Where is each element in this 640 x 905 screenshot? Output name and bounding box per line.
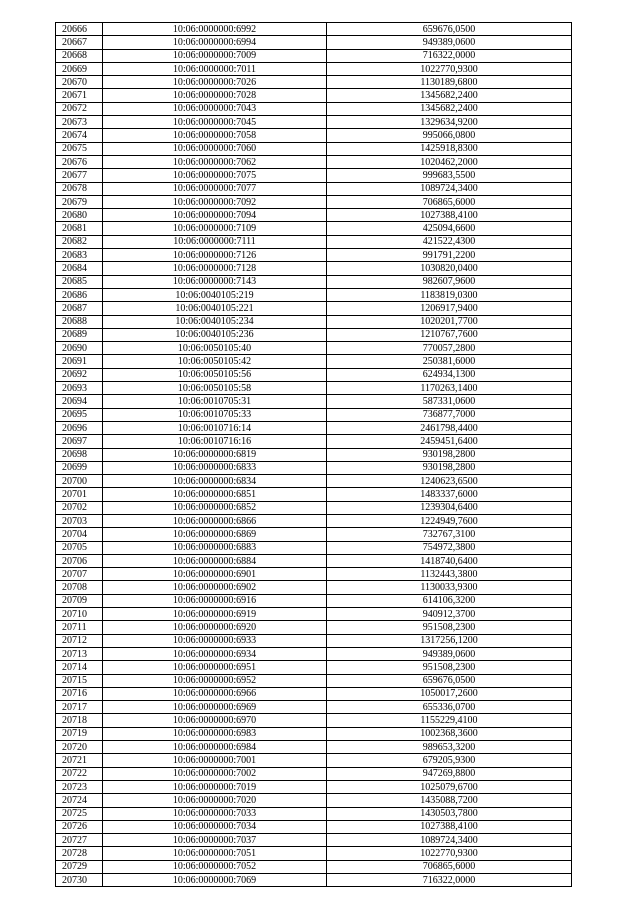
row-number-cell: 20707 [56, 568, 103, 581]
value-cell: 1425918,8300 [327, 142, 572, 155]
table-row [56, 634, 572, 647]
value-cell: 1329634,9200 [327, 116, 572, 129]
row-number-cell: 20704 [56, 528, 103, 541]
table-row [56, 528, 572, 541]
value-cell: 587331,0600 [327, 395, 572, 408]
cadastral-number-cell: 10:06:0000000:7075 [103, 169, 327, 182]
cadastral-number-cell: 10:06:0000000:6884 [103, 554, 327, 567]
cadastral-number-cell: 10:06:0000000:7001 [103, 754, 327, 767]
cadastral-number-cell: 10:06:0010705:31 [103, 395, 327, 408]
value-cell: 659676,0500 [327, 674, 572, 687]
value-cell: 1027388,4100 [327, 209, 572, 222]
value-cell: 995066,0800 [327, 129, 572, 142]
cadastral-number-cell: 10:06:0000000:7058 [103, 129, 327, 142]
cadastral-number-cell: 10:06:0000000:7052 [103, 860, 327, 873]
table-row [56, 514, 572, 527]
value-cell: 1089724,3400 [327, 182, 572, 195]
table-row [56, 209, 572, 222]
table-row [56, 860, 572, 873]
cadastral-number-cell: 10:06:0000000:7128 [103, 262, 327, 275]
value-cell: 732767,3100 [327, 528, 572, 541]
cadastral-number-cell: 10:06:0000000:6883 [103, 541, 327, 554]
cadastral-number-cell: 10:06:0050105:58 [103, 382, 327, 395]
table-row [56, 727, 572, 740]
cadastral-number-cell: 10:06:0000000:6969 [103, 701, 327, 714]
cadastral-number-cell: 10:06:0000000:7109 [103, 222, 327, 235]
cadastral-number-cell: 10:06:0000000:7037 [103, 834, 327, 847]
row-number-cell: 20671 [56, 89, 103, 102]
value-cell: 1020462,2000 [327, 155, 572, 168]
value-cell: 1170263,1400 [327, 382, 572, 395]
cadastral-number-cell: 10:06:0000000:7028 [103, 89, 327, 102]
row-number-cell: 20679 [56, 195, 103, 208]
row-number-cell: 20689 [56, 328, 103, 341]
cadastral-number-cell: 10:06:0000000:6992 [103, 23, 327, 36]
row-number-cell: 20700 [56, 475, 103, 488]
table-row [56, 714, 572, 727]
row-number-cell: 20674 [56, 129, 103, 142]
row-number-cell: 20677 [56, 169, 103, 182]
cadastral-number-cell: 10:06:0000000:6966 [103, 687, 327, 700]
cadastral-number-cell: 10:06:0000000:7011 [103, 62, 327, 75]
value-cell: 706865,6000 [327, 195, 572, 208]
cadastral-number-cell: 10:06:0000000:7019 [103, 780, 327, 793]
table-row [56, 674, 572, 687]
value-cell: 1025079,6700 [327, 780, 572, 793]
table-row [56, 608, 572, 621]
cadastral-number-cell: 10:06:0000000:6851 [103, 488, 327, 501]
table-row [56, 820, 572, 833]
value-cell: 1240623,6500 [327, 475, 572, 488]
row-number-cell: 20710 [56, 608, 103, 621]
table-row [56, 288, 572, 301]
row-number-cell: 20667 [56, 36, 103, 49]
table-row [56, 687, 572, 700]
cadastral-number-cell: 10:06:0040105:219 [103, 288, 327, 301]
table-row [56, 661, 572, 674]
table-row [56, 874, 572, 887]
value-cell: 2459451,6400 [327, 435, 572, 448]
row-number-cell: 20712 [56, 634, 103, 647]
row-number-cell: 20729 [56, 860, 103, 873]
value-cell: 1022770,9300 [327, 847, 572, 860]
cadastral-number-cell: 10:06:0000000:7034 [103, 820, 327, 833]
cadastral-number-cell: 10:06:0000000:6902 [103, 581, 327, 594]
value-cell: 1132443,3800 [327, 568, 572, 581]
cadastral-number-cell: 10:06:0000000:7111 [103, 235, 327, 248]
row-number-cell: 20706 [56, 554, 103, 567]
cadastral-number-cell: 10:06:0010716:16 [103, 435, 327, 448]
row-number-cell: 20713 [56, 647, 103, 660]
cadastral-number-cell: 10:06:0000000:6952 [103, 674, 327, 687]
cadastral-number-cell: 10:06:0000000:6983 [103, 727, 327, 740]
table-row [56, 594, 572, 607]
cadastral-number-cell: 10:06:0050105:56 [103, 368, 327, 381]
table-row [56, 155, 572, 168]
row-number-cell: 20686 [56, 288, 103, 301]
table-row [56, 568, 572, 581]
value-cell: 754972,3800 [327, 541, 572, 554]
cadastral-number-cell: 10:06:0000000:6916 [103, 594, 327, 607]
table-row [56, 102, 572, 115]
cadastral-number-cell: 10:06:0000000:7062 [103, 155, 327, 168]
value-cell: 1239304,6400 [327, 501, 572, 514]
value-cell: 1130189,6800 [327, 76, 572, 89]
value-cell: 1210767,7600 [327, 328, 572, 341]
cadastral-number-cell: 10:06:0000000:7077 [103, 182, 327, 195]
row-number-cell: 20702 [56, 501, 103, 514]
row-number-cell: 20727 [56, 834, 103, 847]
value-cell: 1345682,2400 [327, 102, 572, 115]
cadastral-number-cell: 10:06:0000000:6869 [103, 528, 327, 541]
row-number-cell: 20703 [56, 514, 103, 527]
table-row [56, 76, 572, 89]
table-row [56, 475, 572, 488]
table-row [56, 701, 572, 714]
table-row [56, 741, 572, 754]
table-row [56, 342, 572, 355]
cadastral-number-cell: 10:06:0000000:6866 [103, 514, 327, 527]
cadastral-number-cell: 10:06:0000000:7094 [103, 209, 327, 222]
row-number-cell: 20718 [56, 714, 103, 727]
cadastral-number-cell: 10:06:0000000:7020 [103, 794, 327, 807]
row-number-cell: 20684 [56, 262, 103, 275]
table-row [56, 249, 572, 262]
row-number-cell: 20666 [56, 23, 103, 36]
cadastral-number-cell: 10:06:0000000:6951 [103, 661, 327, 674]
value-cell: 1089724,3400 [327, 834, 572, 847]
row-number-cell: 20681 [56, 222, 103, 235]
row-number-cell: 20701 [56, 488, 103, 501]
table-row [56, 621, 572, 634]
value-cell: 947269,8800 [327, 767, 572, 780]
table-row [56, 195, 572, 208]
value-cell: 716322,0000 [327, 874, 572, 887]
table-row [56, 129, 572, 142]
row-number-cell: 20708 [56, 581, 103, 594]
cadastral-number-cell: 10:06:0010716:14 [103, 421, 327, 434]
value-cell: 425094,6600 [327, 222, 572, 235]
value-cell: 940912,3700 [327, 608, 572, 621]
row-number-cell: 20720 [56, 741, 103, 754]
table-row [56, 847, 572, 860]
row-number-cell: 20682 [56, 235, 103, 248]
value-cell: 655336,0700 [327, 701, 572, 714]
table-row [56, 435, 572, 448]
value-cell: 1345682,2400 [327, 89, 572, 102]
value-cell: 989653,3200 [327, 741, 572, 754]
row-number-cell: 20714 [56, 661, 103, 674]
value-cell: 949389,0600 [327, 647, 572, 660]
table-row [56, 302, 572, 315]
cadastral-number-cell: 10:06:0000000:6934 [103, 647, 327, 660]
table-row [56, 89, 572, 102]
row-number-cell: 20685 [56, 275, 103, 288]
cadastral-number-cell: 10:06:0000000:7060 [103, 142, 327, 155]
value-cell: 1027388,4100 [327, 820, 572, 833]
table-row [56, 647, 572, 660]
cadastral-number-cell: 10:06:0000000:6852 [103, 501, 327, 514]
table-row [56, 328, 572, 341]
value-cell: 1183819,0300 [327, 288, 572, 301]
table-row [56, 182, 572, 195]
table-row [56, 581, 572, 594]
cadastral-number-cell: 10:06:0000000:7092 [103, 195, 327, 208]
value-cell: 624934,1300 [327, 368, 572, 381]
row-number-cell: 20723 [56, 780, 103, 793]
row-number-cell: 20715 [56, 674, 103, 687]
table-row [56, 315, 572, 328]
row-number-cell: 20711 [56, 621, 103, 634]
row-number-cell: 20693 [56, 382, 103, 395]
table-row [56, 36, 572, 49]
table-body [56, 23, 572, 887]
row-number-cell: 20687 [56, 302, 103, 315]
value-cell: 716322,0000 [327, 49, 572, 62]
table-row [56, 355, 572, 368]
row-number-cell: 20675 [56, 142, 103, 155]
value-cell: 949389,0600 [327, 36, 572, 49]
row-number-cell: 20678 [56, 182, 103, 195]
table-row [56, 421, 572, 434]
row-number-cell: 20699 [56, 461, 103, 474]
value-cell: 1317256,1200 [327, 634, 572, 647]
row-number-cell: 20721 [56, 754, 103, 767]
row-number-cell: 20725 [56, 807, 103, 820]
row-number-cell: 20673 [56, 116, 103, 129]
value-cell: 951508,2300 [327, 661, 572, 674]
cadastral-number-cell: 10:06:0000000:6970 [103, 714, 327, 727]
cadastral-number-cell: 10:06:0000000:6833 [103, 461, 327, 474]
value-cell: 1418740,6400 [327, 554, 572, 567]
row-number-cell: 20669 [56, 62, 103, 75]
row-number-cell: 20697 [56, 435, 103, 448]
cadastral-number-cell: 10:06:0000000:6984 [103, 741, 327, 754]
cadastral-number-cell: 10:06:0050105:40 [103, 342, 327, 355]
cadastral-number-cell: 10:06:0000000:6834 [103, 475, 327, 488]
cadastral-number-cell: 10:06:0000000:6819 [103, 448, 327, 461]
row-number-cell: 20692 [56, 368, 103, 381]
cadastral-number-cell: 10:06:0000000:6901 [103, 568, 327, 581]
value-cell: 1206917,9400 [327, 302, 572, 315]
row-number-cell: 20691 [56, 355, 103, 368]
table-row [56, 23, 572, 36]
row-number-cell: 20695 [56, 408, 103, 421]
table-row [56, 382, 572, 395]
row-number-cell: 20722 [56, 767, 103, 780]
cadastral-number-cell: 10:06:0000000:6933 [103, 634, 327, 647]
row-number-cell: 20724 [56, 794, 103, 807]
row-number-cell: 20730 [56, 874, 103, 887]
row-number-cell: 20709 [56, 594, 103, 607]
cadastral-number-cell: 10:06:0000000:7043 [103, 102, 327, 115]
value-cell: 1483337,6000 [327, 488, 572, 501]
table-row [56, 116, 572, 129]
value-cell: 1435088,7200 [327, 794, 572, 807]
row-number-cell: 20670 [56, 76, 103, 89]
cadastral-number-cell: 10:06:0000000:6919 [103, 608, 327, 621]
row-number-cell: 20672 [56, 102, 103, 115]
row-number-cell: 20688 [56, 315, 103, 328]
value-cell: 770057,2800 [327, 342, 572, 355]
cadastral-number-cell: 10:06:0040105:236 [103, 328, 327, 341]
table-row [56, 807, 572, 820]
table-row [56, 834, 572, 847]
cadastral-number-cell: 10:06:0010705:33 [103, 408, 327, 421]
value-cell: 930198,2800 [327, 461, 572, 474]
table-row [56, 448, 572, 461]
value-cell: 659676,0500 [327, 23, 572, 36]
row-number-cell: 20728 [56, 847, 103, 860]
table-row [56, 169, 572, 182]
cadastral-number-cell: 10:06:0000000:6994 [103, 36, 327, 49]
cadastral-number-cell: 10:06:0000000:7126 [103, 249, 327, 262]
value-cell: 982607,9600 [327, 275, 572, 288]
row-number-cell: 20716 [56, 687, 103, 700]
cadastral-number-cell: 10:06:0040105:221 [103, 302, 327, 315]
table-row [56, 235, 572, 248]
row-number-cell: 20698 [56, 448, 103, 461]
table-row [56, 142, 572, 155]
value-cell: 2461798,4400 [327, 421, 572, 434]
table-row [56, 222, 572, 235]
table-row [56, 554, 572, 567]
cadastral-number-cell: 10:06:0000000:7033 [103, 807, 327, 820]
row-number-cell: 20719 [56, 727, 103, 740]
cadastral-number-cell: 10:06:0050105:42 [103, 355, 327, 368]
row-number-cell: 20690 [56, 342, 103, 355]
table-row [56, 767, 572, 780]
value-cell: 1002368,3600 [327, 727, 572, 740]
table-row [56, 488, 572, 501]
row-number-cell: 20676 [56, 155, 103, 168]
value-cell: 1020201,7700 [327, 315, 572, 328]
cadastral-number-cell: 10:06:0000000:6920 [103, 621, 327, 634]
value-cell: 999683,5500 [327, 169, 572, 182]
row-number-cell: 20696 [56, 421, 103, 434]
row-number-cell: 20683 [56, 249, 103, 262]
table-row [56, 262, 572, 275]
table-row [56, 49, 572, 62]
value-cell: 1022770,9300 [327, 62, 572, 75]
table-row [56, 541, 572, 554]
table-row [56, 461, 572, 474]
value-cell: 679205,9300 [327, 754, 572, 767]
cadastral-number-cell: 10:06:0000000:7051 [103, 847, 327, 860]
value-cell: 991791,2200 [327, 249, 572, 262]
row-number-cell: 20680 [56, 209, 103, 222]
table-row [56, 62, 572, 75]
cadastral-number-cell: 10:06:0000000:7045 [103, 116, 327, 129]
value-cell: 736877,7000 [327, 408, 572, 421]
cadastral-number-cell: 10:06:0000000:7143 [103, 275, 327, 288]
row-number-cell: 20726 [56, 820, 103, 833]
value-cell: 421522,4300 [327, 235, 572, 248]
value-cell: 1224949,7600 [327, 514, 572, 527]
table-row [56, 275, 572, 288]
value-cell: 1430503,7800 [327, 807, 572, 820]
table-row [56, 395, 572, 408]
cadastral-number-cell: 10:06:0000000:7009 [103, 49, 327, 62]
row-number-cell: 20705 [56, 541, 103, 554]
table-row [56, 408, 572, 421]
cadastral-number-cell: 10:06:0000000:7002 [103, 767, 327, 780]
row-number-cell: 20694 [56, 395, 103, 408]
table-row [56, 501, 572, 514]
table-row [56, 794, 572, 807]
table-row [56, 780, 572, 793]
value-cell: 1155229,4100 [327, 714, 572, 727]
value-cell: 930198,2800 [327, 448, 572, 461]
cadastral-number-cell: 10:06:0040105:234 [103, 315, 327, 328]
cadastral-number-cell: 10:06:0000000:7026 [103, 76, 327, 89]
table-row [56, 368, 572, 381]
data-table [55, 22, 572, 887]
value-cell: 1030820,0400 [327, 262, 572, 275]
value-cell: 250381,6000 [327, 355, 572, 368]
row-number-cell: 20668 [56, 49, 103, 62]
value-cell: 1050017,2600 [327, 687, 572, 700]
value-cell: 951508,2300 [327, 621, 572, 634]
table-row [56, 754, 572, 767]
value-cell: 614106,3200 [327, 594, 572, 607]
row-number-cell: 20717 [56, 701, 103, 714]
value-cell: 706865,6000 [327, 860, 572, 873]
value-cell: 1130033,9300 [327, 581, 572, 594]
cadastral-number-cell: 10:06:0000000:7069 [103, 874, 327, 887]
